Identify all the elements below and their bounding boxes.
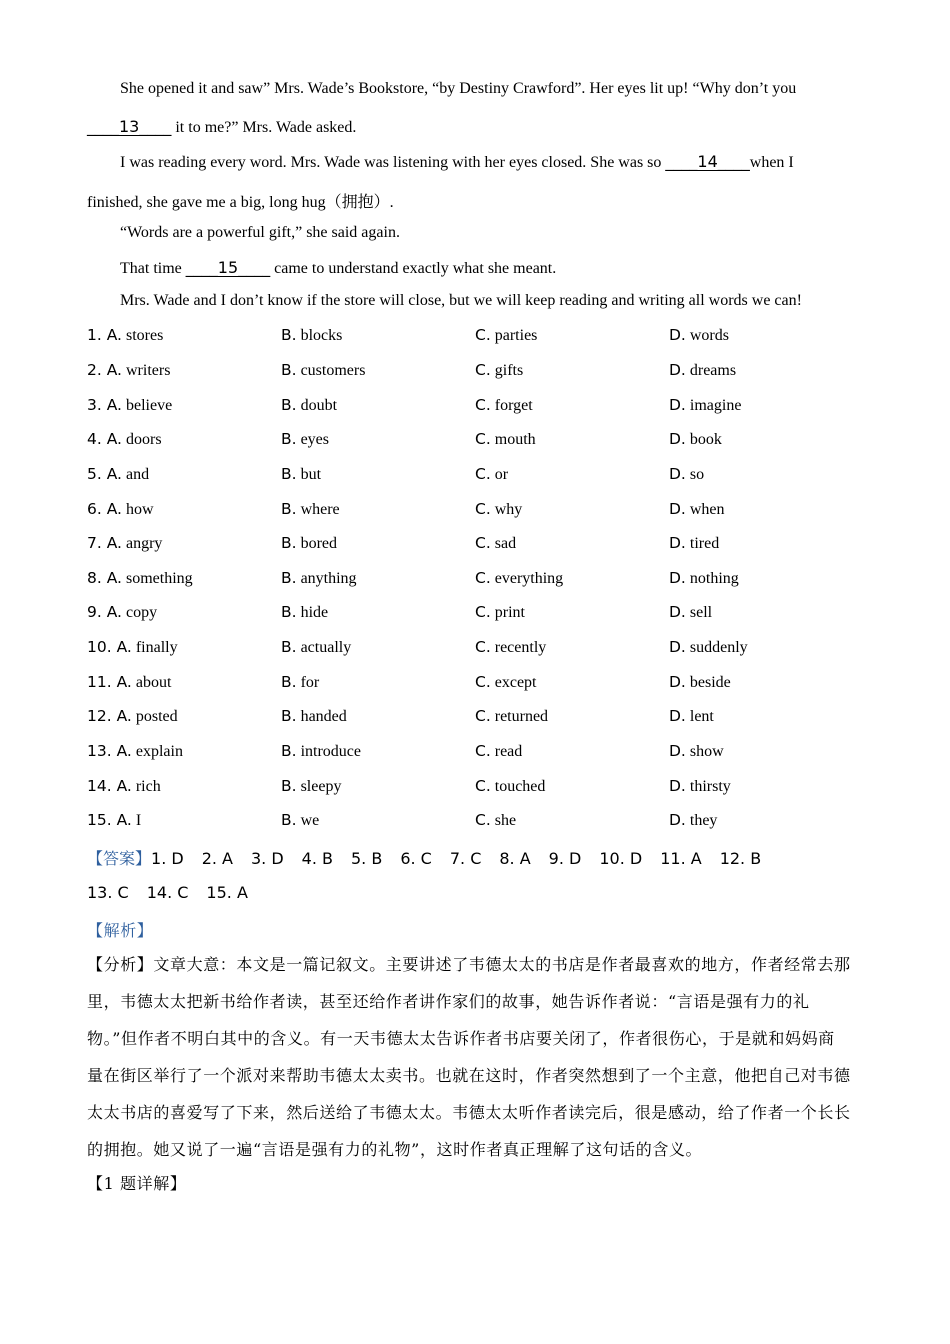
option-text: believe [125,397,173,414]
option-b [281,396,337,415]
option-b [281,361,365,380]
option-text: tired [689,535,720,552]
option-text: print [494,604,525,621]
option-text: sell [689,604,713,621]
option-b [281,430,329,449]
option-c [475,465,508,484]
option-d [669,777,731,796]
option-label: 15. A. [87,811,132,829]
analysis-line: 物。”但作者不明白其中的含义。有一天韦德太太告诉作者书店要关闭了，作者很伤心，于是就和妈妈商 [87,1029,835,1048]
option-label: B. [281,534,297,552]
passage-text: That time [120,260,186,277]
answer-key [87,846,779,869]
option-b [281,603,328,622]
option-text: show [689,743,724,760]
answer-item: 6. C [400,849,432,868]
analysis-line: 太太书店的喜爱写了下来，然后送给了韦德太太。韦德太太听作者读完后，很是感动，给了作者一个长长 [87,1103,851,1122]
option-label: C. [475,742,491,760]
option-label: B. [281,430,297,448]
option-c [475,777,545,796]
option-text: I [135,812,142,829]
option-a [87,569,193,588]
option-label: C. [475,396,491,414]
option-d [669,742,724,761]
answer-item: 7. C [449,849,482,868]
option-a [87,707,178,726]
option-c [475,361,523,380]
option-label: 7. A. [87,534,122,552]
option-text: customers [300,362,366,379]
option-text: beside [689,674,731,691]
question-row [87,534,863,556]
option-text: and [125,466,150,483]
option-label: C. [475,500,491,518]
option-d [669,534,719,553]
option-text: gifts [494,362,524,379]
option-label: D. [669,430,686,448]
option-label: B. [281,396,297,414]
option-text: nothing [689,570,739,587]
passage-paragraph-1 [87,80,863,98]
option-label: B. [281,673,297,691]
answer-item: 14. C [146,883,189,902]
option-label: 9. A. [87,603,122,621]
option-label: 11. A. [87,673,132,691]
option-d [669,361,736,380]
option-c [475,638,546,657]
question-row [87,465,863,487]
answer-item: 9. D [548,849,582,868]
option-text: doors [125,431,162,448]
option-label: C. [475,569,491,587]
option-label: C. [475,430,491,448]
option-d [669,707,714,726]
option-text: copy [125,604,158,621]
option-label: 6. A. [87,500,122,518]
option-a [87,534,162,553]
passage-paragraph-2 [87,152,863,172]
option-label: B. [281,326,297,344]
analysis-line: 里，韦德太太把新书给作者读，甚至还给作者讲作家们的故事，她告诉作者说：“言语是强有力的礼 [87,992,810,1011]
option-text: words [689,327,729,344]
question-row [87,811,863,833]
option-text: returned [494,708,549,725]
answer-item: 5. B [350,849,383,868]
option-label: 1. A. [87,326,122,344]
option-b [281,465,321,484]
option-text: introduce [300,743,361,760]
option-label: D. [669,638,686,656]
option-a [87,465,149,484]
analysis-line: 的拥抱。她又说了一遍“言语是强有力的礼物”，这时作者真正理解了这句话的含义。 [87,1140,703,1159]
analysis-line: 【分析】文章大意：本文是一篇记叙文。主要讲述了韦德太太的书店是作者最喜欢的地方，作者经常去那 [87,955,851,974]
passage-text: finished, she gave me a big, long hug（拥抱）. [87,194,394,211]
option-label: D. [669,811,686,829]
option-d [669,638,748,657]
option-label: B. [281,811,297,829]
question-row [87,430,863,452]
option-label: 14. A. [87,777,132,795]
option-label: B. [281,569,297,587]
option-text: when [689,501,725,518]
passage-text: I was reading every word. Mrs. Wade was listening with her eyes closed. She was so [120,154,666,171]
option-d [669,811,717,830]
option-text: parties [494,327,538,344]
question-row [87,569,863,591]
blank-14: ____14____ [665,152,750,171]
option-text: or [494,466,509,483]
option-a [87,603,157,622]
answer-item: 15. A [206,883,248,902]
option-text: lent [689,708,714,725]
option-text: forget [494,397,533,414]
answer-item: 10. D [599,849,643,868]
option-a [87,638,178,657]
option-text: how [125,501,154,518]
option-label: B. [281,465,297,483]
option-b [281,500,340,519]
option-text: sleepy [300,778,342,795]
option-text: everything [494,570,564,587]
option-b [281,742,361,761]
option-text: imagine [689,397,742,414]
passage-text: came to understand exactly what she meant. [270,260,557,277]
option-label: D. [669,465,686,483]
option-label: C. [475,638,491,656]
option-a [87,742,183,761]
option-d [669,326,729,345]
option-text: anything [300,570,357,587]
option-c [475,742,522,761]
option-label: D. [669,742,686,760]
option-b [281,811,319,830]
option-text: blocks [300,327,343,344]
option-b [281,534,337,553]
answer-items-line-1 [151,849,779,868]
answer-items-line-2 [87,883,266,902]
passage-paragraph-4 [87,258,863,278]
question-row [87,673,863,695]
passage-text: when I [749,154,794,171]
option-text: suddenly [689,639,748,656]
blank-15: ____15____ [185,258,271,277]
option-label: 3. A. [87,396,122,414]
option-text: mouth [494,431,536,448]
option-label: D. [669,673,686,691]
option-text: recently [494,639,547,656]
option-label: 8. A. [87,569,122,587]
option-label: D. [669,603,686,621]
question-row [87,603,863,625]
option-b [281,673,319,692]
question-row [87,500,863,522]
option-text: writers [125,362,171,379]
option-b [281,777,341,796]
option-label: C. [475,603,491,621]
option-text: doubt [300,397,338,414]
passage-paragraph-5 [87,292,863,310]
option-text: where [300,501,340,518]
question-1-detail-heading: 【1 题详解】 [87,1174,187,1193]
option-text: dreams [689,362,737,379]
passage-text: it to me?” Mrs. Wade asked. [171,119,357,136]
passage-paragraph-2-cont [87,189,863,212]
option-text: hide [300,604,329,621]
option-label: D. [669,534,686,552]
option-text: except [494,674,537,691]
option-label: C. [475,361,491,379]
answer-item: 12. B [719,849,762,868]
option-c [475,430,536,449]
option-a [87,396,172,415]
option-text: something [125,570,193,587]
question-row [87,777,863,799]
option-label: D. [669,361,686,379]
option-label: B. [281,603,297,621]
option-a [87,430,162,449]
option-text: explain [135,743,183,760]
option-b [281,569,357,588]
option-d [669,465,704,484]
option-text: we [300,812,320,829]
option-text: bored [300,535,337,552]
option-c [475,396,533,415]
passage-paragraph-1-cont [87,117,863,137]
option-label: D. [669,326,686,344]
option-label: C. [475,673,491,691]
option-d [669,673,731,692]
option-label: B. [281,361,297,379]
option-c [475,569,563,588]
option-label: 12. A. [87,707,132,725]
option-label: B. [281,742,297,760]
option-b [281,707,347,726]
option-text: read [494,743,523,760]
option-label: 5. A. [87,465,122,483]
option-label: C. [475,707,491,725]
option-text: they [689,812,718,829]
option-text: rich [135,778,161,795]
passage-paragraph-3 [87,224,863,242]
option-a [87,361,170,380]
option-text: sad [494,535,517,552]
option-label: D. [669,500,686,518]
option-label: B. [281,777,297,795]
option-c [475,326,537,345]
answer-label: 【答案】 [87,849,152,868]
option-text: but [300,466,322,483]
option-label: D. [669,777,686,795]
option-text: handed [300,708,347,725]
option-d [669,569,739,588]
option-d [669,396,741,415]
option-text: book [689,431,722,448]
option-c [475,673,537,692]
option-label: 13. A. [87,742,132,760]
option-label: D. [669,569,686,587]
option-label: C. [475,326,491,344]
option-label: 2. A. [87,361,122,379]
option-c [475,707,548,726]
option-text: she [494,812,517,829]
option-c [475,603,525,622]
answer-item: 1. D [151,849,184,868]
option-b [281,326,342,345]
option-label: B. [281,500,297,518]
question-row [87,396,863,418]
option-d [669,500,725,519]
option-label: D. [669,396,686,414]
option-a [87,326,163,345]
option-d [669,603,712,622]
answer-item: 13. C [87,883,129,902]
option-label: C. [475,777,491,795]
answer-item: 3. D [250,849,284,868]
analysis-label: 【解析】 [87,921,154,940]
passage-text: Mrs. Wade and I don’t know if the store will close, but we will keep reading and writing all words we can! [120,292,802,309]
option-label: 10. A. [87,638,132,656]
option-text: touched [494,778,546,795]
answer-item: 11. A [660,849,702,868]
question-row [87,361,863,383]
option-text: angry [125,535,163,552]
option-a [87,500,154,519]
question-row [87,326,863,348]
option-text: actually [300,639,352,656]
option-label: C. [475,465,491,483]
option-c [475,500,522,519]
option-text: for [300,674,320,691]
option-a [87,811,141,830]
option-text: so [689,466,705,483]
option-text: stores [125,327,164,344]
blank-13: ____13____ [87,117,172,136]
passage-text: “Words are a powerful gift,” she said again. [120,224,400,241]
option-b [281,638,351,657]
analysis-line: 量在街区举行了一个派对来帮助韦德太太卖书。也就在这时，作者突然想到了一个主意，他把自己对韦德 [87,1066,851,1085]
option-label: 4. A. [87,430,122,448]
option-d [669,430,722,449]
option-label: C. [475,534,491,552]
answer-item: 2. A [201,849,233,868]
question-row [87,742,863,764]
option-text: eyes [300,431,329,448]
option-label: B. [281,707,297,725]
option-text: thirsty [689,778,731,795]
option-label: B. [281,638,297,656]
answer-item: 8. A [499,849,531,868]
option-label: D. [669,707,686,725]
option-a [87,673,171,692]
question-row [87,707,863,729]
answer-item: 4. B [301,849,333,868]
option-text: posted [135,708,178,725]
passage-text: She opened it and saw” Mrs. Wade’s Bookstore, “by Destiny Crawford”. Her eyes lit up! “Why don’t you [120,80,797,97]
question-row [87,638,863,660]
option-text: why [494,501,523,518]
option-c [475,811,516,830]
option-a [87,777,161,796]
option-c [475,534,516,553]
option-label: C. [475,811,491,829]
option-text: about [135,674,172,691]
option-text: finally [135,639,178,656]
